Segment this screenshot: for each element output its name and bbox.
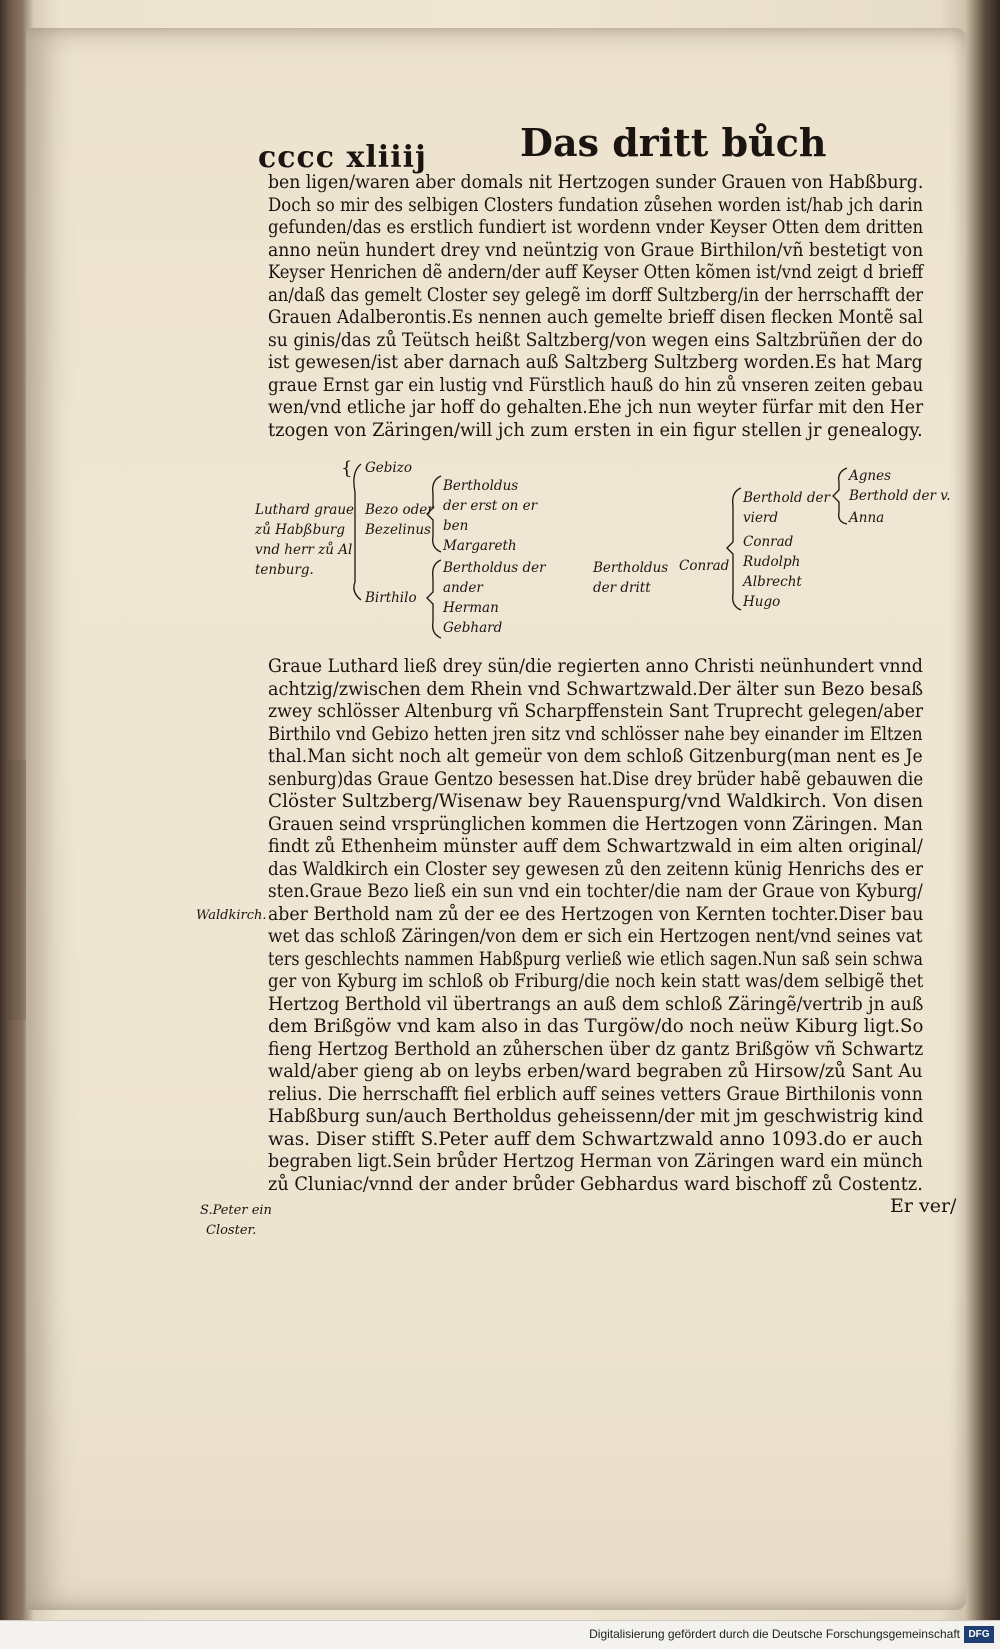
- child-line: Anna: [849, 510, 885, 526]
- text-line: ben ligen/waren aber domals nit Hertzogen sunder Grauen von Habßburg.: [268, 171, 924, 193]
- text-line: Hertzog Berthold vil übertrangs an auß dem schloß Zäringẽ/vertrib jn auß: [268, 992, 924, 1015]
- text-line: ters geschlechts nammen Habßpurg verließ wie etlich sagen.Nun saß sein schwa: [268, 947, 924, 970]
- text-line: Graue Luthard ließ drey sün/die regierten anno Christi neünhundert vnnd: [268, 655, 923, 677]
- bracket-fourth: [831, 466, 851, 526]
- text-line: Birthilo vnd Gebizo hetten jren sitz vnd schlösser nahe bey einander im Eltzen: [268, 722, 923, 745]
- berthold-fourth: Berthold der: [743, 490, 830, 506]
- berthold-fourth: vierd: [743, 510, 779, 526]
- catchword: Er ver/: [890, 1195, 957, 1217]
- child-line: der erst on er: [443, 498, 538, 514]
- berthold-third: der dritt: [593, 580, 651, 596]
- text-line: dem Brißgöw vnd kam also in das Turgöw/do noch neüw Kiburg ligt.So: [268, 1015, 924, 1037]
- dfg-logo: DFG: [964, 1626, 994, 1643]
- son-bezo: Bezo oder: [365, 502, 434, 518]
- running-head: Das dritt bůch: [520, 120, 827, 165]
- text-line: an/daß das gemelt Closter sey gelegẽ im dorff Sultzberg/in der herrschafft der: [268, 283, 924, 306]
- child-line: Bertholdus der: [443, 560, 546, 576]
- text-line: relius. Die herrschafft fiel erblich auff seines vetters Graue Birthilonis vonn: [268, 1082, 923, 1105]
- text-line: ist gewesen/ist aber darnach auß Saltzberg Sultzberg worden.Es hat Marg: [268, 351, 923, 373]
- child-line: Herman: [443, 600, 499, 616]
- son-birthilo: Birthilo: [365, 590, 417, 606]
- margin-note-st-peter: Closter.: [206, 1223, 257, 1238]
- text-line: Doch so mir des selbigen Closters fundation zůsehen worden ist/hab jch darin: [268, 193, 923, 216]
- text-line: achtzig/zwischen dem Rhein vnd Schwartzwald.Der älter sun Bezo besaß: [268, 677, 923, 700]
- child-line: Hugo: [743, 594, 781, 610]
- child-line: ander: [443, 580, 483, 596]
- root-line: zů Habßburg: [255, 522, 346, 538]
- text-line: tzogen von Zäringen/will jch zum ersten in ein figur stellen jr genealogy.: [268, 418, 923, 441]
- child-line: Berthold der v.: [849, 488, 951, 504]
- genealogy-diagram: [255, 458, 951, 648]
- text-line: zů Cluniac/vnnd der ander brůder Gebhardus ward bischoff zů Costentz.: [268, 1172, 923, 1195]
- text-line: aber Berthold nam zů der ee des Hertzogen von Kernten tochter.Diser bau: [268, 902, 924, 925]
- text-line: wen/vnd etliche jar hoff do gehalten.Ehe jch nun weyter fürfar mit den Her: [268, 396, 924, 418]
- text-line: wet das schloß Zäringen/von dem er sich ein Hertzogen nent/vnd seines vat: [268, 925, 923, 947]
- text-line: ger von Kyburg im schloß ob Friburg/die noch kein statt was/dem selbigẽ thet: [268, 970, 924, 992]
- funding-credit: Digitalisierung gefördert durch die Deutsche Forschungsgemeinschaft: [589, 1627, 960, 1641]
- text-line: das Waldkirch ein Closter sey gewesen zů den zeitenn künig Henrichs des er: [268, 857, 924, 880]
- child-line: Gebhard: [443, 620, 503, 636]
- text-line: Keyser Henrichen dẽ andern/der auff Keyser Otten kõmen ist/vnd zeigt d brieff: [268, 261, 924, 283]
- bracket-sons: [347, 462, 367, 602]
- bracket-bezo: [425, 474, 445, 554]
- margin-note-waldkirch: Waldkirch.: [196, 908, 267, 923]
- text-line: Habßburg sun/auch Bertholdus geheissenn/der mit jm geschwistrig kind: [268, 1105, 924, 1127]
- text-line: Grauen seind vrsprünglichen kommen die Hertzogen vonn Zäringen. Man: [268, 812, 923, 835]
- text-line: Clöster Sultzberg/Wisenaw bey Rauenspurg/vnd Waldkirch. Von disen: [268, 790, 924, 812]
- text-line: zwey schlösser Altenburg vñ Scharpffenstein Sant Truprecht gelegen/aber: [268, 700, 924, 722]
- son-gebizo: Gebizo: [365, 460, 412, 476]
- folio-number: cccc xliiij: [258, 140, 427, 175]
- bracket-conrad: [725, 486, 745, 612]
- child-line: Bertholdus: [443, 478, 519, 494]
- text-line: Grauen Adalberontis.Es nennen auch gemelte brieff disen flecken Montẽ sal: [268, 306, 923, 328]
- berthold-third: Bertholdus: [593, 560, 669, 576]
- text-line: findt zů Ethenheim münster auff dem Schwartzwald in eim alten original/: [268, 835, 923, 857]
- child-line: Rudolph: [743, 554, 801, 570]
- text-line: anno neün hundert drey vnd neüntzig von Graue Birthilon/vñ bestetigt von: [268, 238, 924, 261]
- child-line: Conrad: [743, 534, 794, 550]
- text-line: gefunden/das es erstlich fundiert ist wordenn vnder Keyser Otten dem dritten: [268, 216, 924, 238]
- text-line: was. Diser stifft S.Peter auff dem Schwartzwald anno 1093.do er auch: [268, 1127, 923, 1150]
- text-line: senburg)das Graue Gentzo besessen hat.Dise drey brüder habẽ gebauwen die: [268, 767, 924, 790]
- child-line: Margareth: [443, 538, 517, 554]
- text-line: begraben ligt.Sein brůder Hertzog Herman von Zäringen ward ein münch: [268, 1150, 923, 1172]
- bracket-left: {: [341, 458, 353, 479]
- margin-note-st-peter: S.Peter ein: [200, 1203, 272, 1218]
- conrad: Conrad: [679, 558, 730, 574]
- footer-bar: [0, 1620, 1000, 1649]
- text-line: thal.Man sicht noch alt gemeür von dem schloß Gitzenburg(man nent es Je: [268, 745, 923, 767]
- text-line: sten.Graue Bezo ließ ein sun vnd ein tochter/die nam der Graue von Kyburg/: [268, 880, 923, 902]
- text-line: wald/aber gieng ab on leybs erben/ward begraben zů Hirsow/zů Sant Au: [268, 1060, 923, 1082]
- child-line: Albrecht: [743, 574, 802, 590]
- son-bezo: Bezelinus: [365, 522, 431, 538]
- root-line: tenburg.: [255, 562, 314, 578]
- root-line: Luthard graue: [255, 502, 355, 518]
- text-line: graue Ernst gar ein lustig vnd Fürstlich hauß do hin zů vnseren zeiten gebau: [268, 373, 924, 396]
- text-line: fieng Hertzog Berthold an zůherschen über dz gantz Brißgöw vñ Schwartz: [268, 1037, 924, 1060]
- root-line: vnd herr zů Al: [255, 542, 353, 558]
- text-line: su ginis/das zů Teütsch heißt Saltzberg/von wegen eins Saltzbrüñen der do: [268, 328, 923, 351]
- bracket-birthilo: [425, 558, 445, 640]
- page-header: [258, 118, 918, 178]
- child-line: ben: [443, 518, 469, 534]
- child-line: Agnes: [849, 468, 892, 484]
